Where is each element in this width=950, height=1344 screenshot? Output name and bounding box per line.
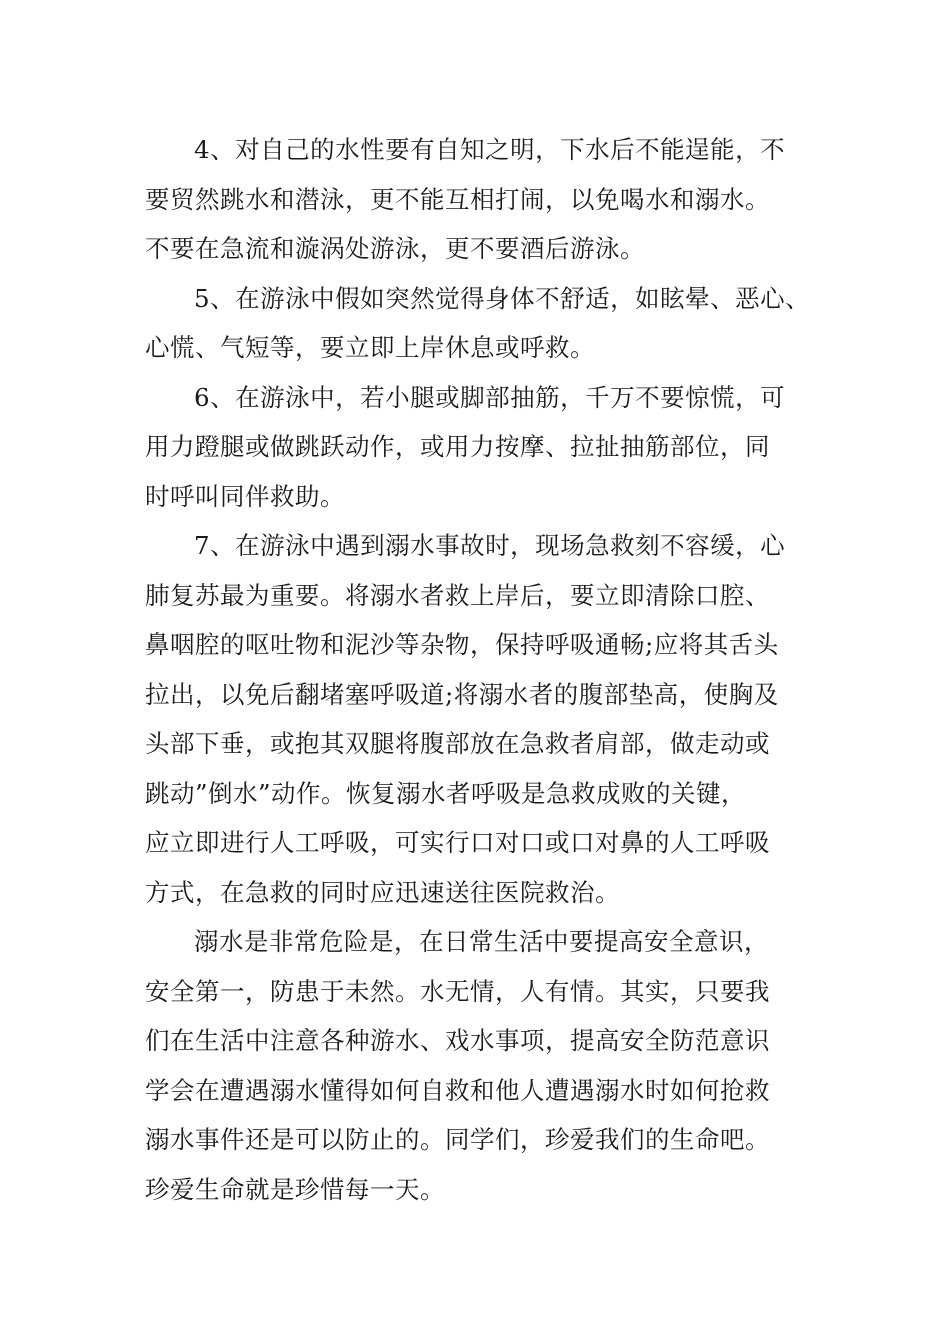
paragraph-5-line-2: 心慌、气短等，要立即上岸休息或呼救。 [145, 333, 595, 362]
paragraph-6-line-1: 6、在游泳中，若小腿或脚部抽筋，千万不要惊慌，可 [194, 383, 786, 412]
paragraph-7-line-6: 跳动”倒水”动作。恢复溺水者呼吸是急救成败的关键， [145, 779, 747, 808]
paragraph-4-line-3: 不要在急流和漩涡处游泳，更不要酒后游泳。 [145, 234, 645, 263]
paragraph-6-line-2: 用力蹬腿或做跳跃动作，或用力按摩、拉扯抽筋部位，同 [145, 432, 770, 461]
paragraph-4-line-1: 4、对自己的水性要有自知之明，下水后不能逞能，不 [194, 135, 786, 164]
paragraph-7-line-8: 方式，在急救的同时应迅速送往医院救治。 [145, 878, 620, 907]
closing-paragraph-line-2: 安全第一，防患于未然。水无情，人有情。其实，只要我 [145, 977, 770, 1006]
closing-paragraph-line-5: 溺水事件还是可以防止的。同学们，珍爱我们的生命吧。 [145, 1125, 770, 1154]
paragraph-7-line-3: 鼻咽腔的呕吐物和泥沙等杂物，保持呼吸通畅;应将其舌头 [145, 630, 779, 659]
paragraph-7-line-7: 应立即进行人工呼吸，可实行口对口或口对鼻的人工呼吸 [145, 828, 770, 857]
paragraph-4-line-2: 要贸然跳水和潜泳，更不能互相打闹，以免喝水和溺水。 [145, 185, 770, 214]
paragraph-5-line-1: 5、在游泳中假如突然觉得身体不舒适，如眩晕、恶心、 [194, 284, 811, 313]
paragraph-7-line-2: 肺复苏最为重要。将溺水者救上岸后，要立即清除口腔、 [145, 581, 770, 610]
paragraph-7-line-5: 头部下垂，或抱其双腿将腹部放在急救者肩部，做走动或 [145, 729, 770, 758]
paragraph-7-line-1: 7、在游泳中遇到溺水事故时，现场急救刻不容缓，心 [194, 531, 786, 560]
paragraph-6-line-3: 时呼叫同伴救助。 [145, 482, 345, 511]
closing-paragraph-line-1: 溺水是非常危险是，在日常生活中要提高安全意识， [194, 927, 769, 956]
closing-paragraph-line-3: 们在生活中注意各种游水、戏水事项，提高安全防范意识 [145, 1026, 770, 1055]
paragraph-7-line-4: 拉出，以免后翻堵塞呼吸道;将溺水者的腹部垫高，使胸及 [145, 680, 779, 709]
closing-paragraph-line-4: 学会在遭遇溺水懂得如何自救和他人遭遇溺水时如何抢救 [145, 1076, 770, 1105]
closing-paragraph-line-6: 珍爱生命就是珍惜每一天。 [145, 1175, 445, 1204]
